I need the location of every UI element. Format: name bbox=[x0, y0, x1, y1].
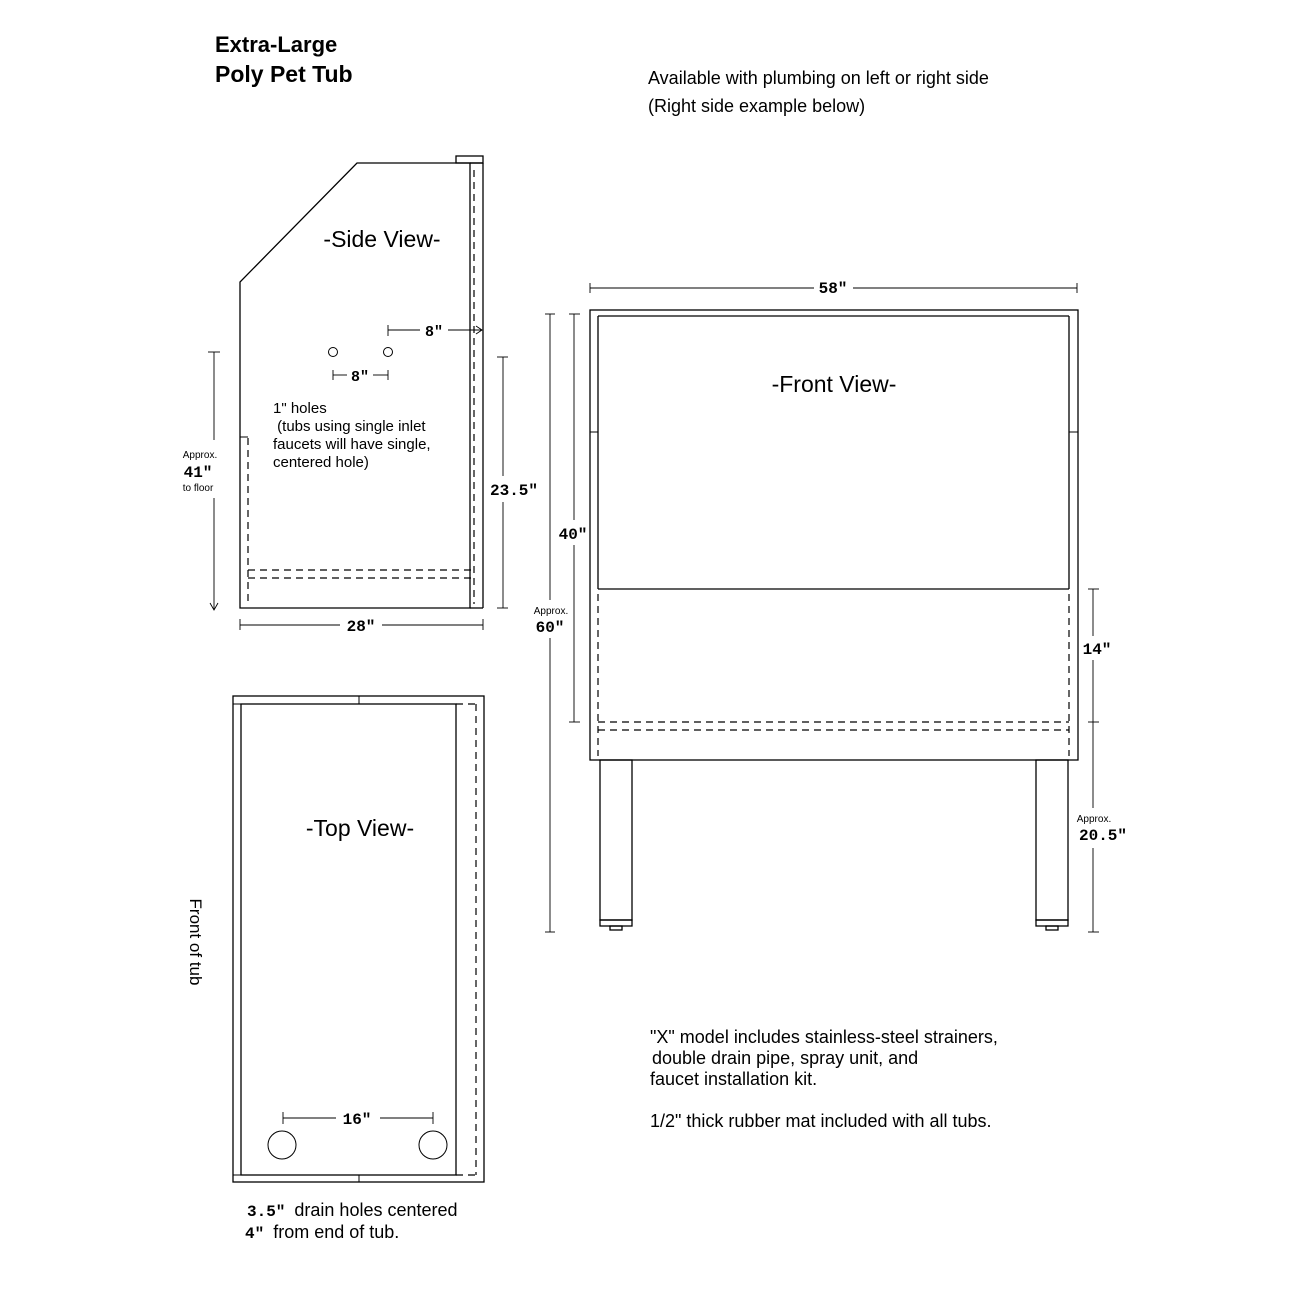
title-line1: Extra-Large bbox=[215, 32, 338, 57]
availability-line1: Available with plumbing on left or right side bbox=[648, 68, 989, 88]
drain-note-line2 bbox=[245, 1222, 399, 1243]
x-model-note-line3: faucet installation kit. bbox=[650, 1069, 818, 1089]
leg-left-glide bbox=[610, 926, 622, 930]
top-view bbox=[186, 696, 484, 1243]
leg-right-foot bbox=[1036, 920, 1068, 926]
dim-back-height: 23.5" bbox=[489, 482, 539, 500]
drain-note-text2: from end of tub. bbox=[268, 1222, 400, 1242]
drain-note-value2: 4" bbox=[245, 1225, 265, 1243]
x-model-note-line1: "X" model includes stainless-steel strainers, bbox=[650, 1027, 998, 1047]
mat-note: 1/2" thick rubber mat included with all tubs. bbox=[650, 1111, 992, 1131]
drain-note-value1: 3.5" bbox=[247, 1203, 286, 1221]
dim-floor-sub: to floor bbox=[182, 483, 214, 494]
leg-left bbox=[600, 760, 632, 920]
x-model-note-line2: double drain pipe, spray unit, and bbox=[652, 1048, 919, 1068]
top-view-basin bbox=[241, 704, 456, 1175]
faucet-hole-right bbox=[384, 348, 393, 357]
side-view-label: -Side View- bbox=[323, 226, 441, 252]
dim-side-width: 28" bbox=[346, 618, 376, 636]
drain-hole-right bbox=[419, 1131, 447, 1159]
dim-drain-spacing: 16" bbox=[342, 1111, 372, 1129]
dim-hole-spacing: 8" bbox=[350, 369, 370, 386]
dim-floor: 41" bbox=[183, 464, 213, 482]
drain-hole-left bbox=[268, 1131, 296, 1159]
top-view-outline bbox=[233, 696, 484, 1182]
faucet-hole-left bbox=[329, 348, 338, 357]
holes-note-line2: (tubs using single inlet bbox=[273, 418, 426, 435]
dim-lower: 14" bbox=[1082, 641, 1112, 659]
dim-front-height: 40" bbox=[558, 526, 588, 544]
dim-hole-offset: 8" bbox=[424, 324, 444, 341]
holes-note-line1: 1" holes bbox=[273, 400, 327, 417]
dim-total-height: 60" bbox=[535, 619, 565, 637]
availability-line2: (Right side example below) bbox=[648, 96, 866, 116]
side-view bbox=[183, 156, 538, 636]
front-of-tub-label: Front of tub bbox=[186, 898, 205, 986]
dim-leg-height: 20.5" bbox=[1078, 827, 1128, 845]
holes-note-line4: centered hole) bbox=[273, 454, 369, 471]
holes-note-line3: faucets will have single, bbox=[273, 436, 431, 453]
drain-note-line1 bbox=[247, 1200, 458, 1221]
title-line2: Poly Pet Tub bbox=[215, 61, 353, 87]
dim-total-approx: Approx. bbox=[533, 606, 569, 617]
leg-left-foot bbox=[600, 920, 632, 926]
dim-front-width: 58" bbox=[818, 280, 848, 298]
front-view-label: -Front View- bbox=[771, 371, 897, 397]
top-view-label: -Top View- bbox=[305, 815, 415, 841]
drain-note-text1: drain holes centered bbox=[289, 1200, 458, 1220]
dim-leg-approx: Approx. bbox=[1076, 814, 1112, 825]
side-view-lip bbox=[456, 156, 483, 163]
front-view bbox=[534, 280, 1127, 932]
leg-right-glide bbox=[1046, 926, 1058, 930]
leg-right bbox=[1036, 760, 1068, 920]
dim-floor-approx: Approx. bbox=[182, 450, 218, 461]
